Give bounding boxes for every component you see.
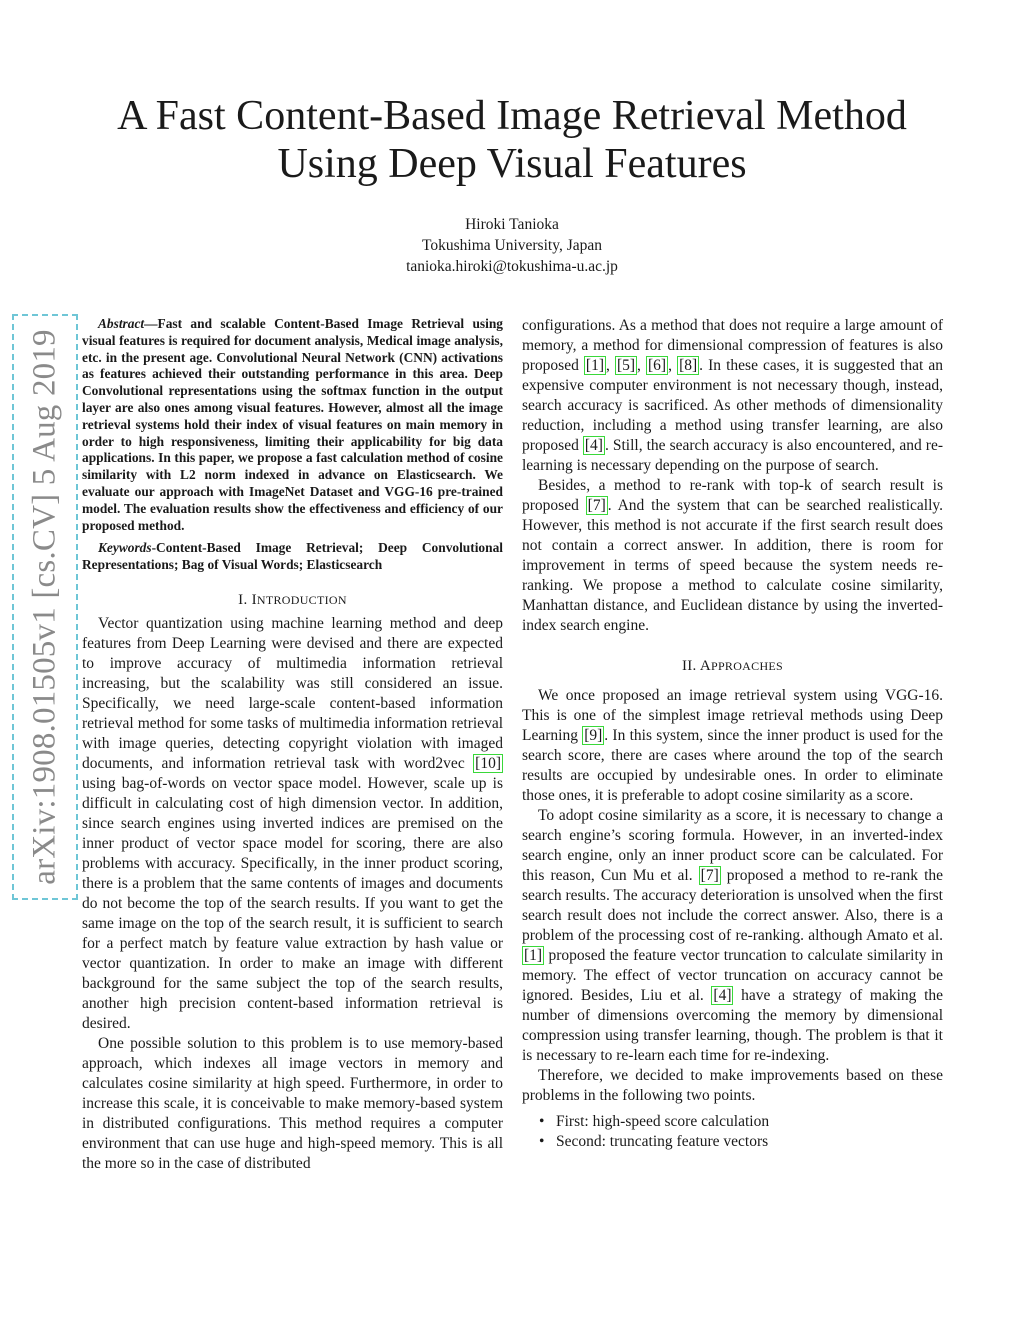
author-email[interactable]: tanioka.hiroki@tokushima-u.ac.jp: [406, 258, 618, 275]
citation-link[interactable]: [9]: [584, 727, 603, 744]
abstract-text: —Fast and scalable Content-Based Image Retrieval using visual features is required for document analysis, Medical image analysis, etc. in the present age. Convolutional Neural Network (CNN) activations as features achieved their outstanding performance in this area. Deep Convolutional representations using the softmax function in the output layer are also ones among visual features. However, almost all the image retrieval systems hold their index of visual features on main memory in order to high responsiveness, limiting their applicability for big data applications. In this paper, we propose a fast calculation method of cosine similarity with L2 norm indexed in advance on Elasticsearch. We evaluate our approach with ImageNet Dataset and VGG-16 pre-trained model. The evaluation results show the effectiveness and efficiency of our proposed method.: [82, 316, 503, 533]
citation-link[interactable]: [1]: [585, 357, 604, 374]
keywords: [82, 540, 503, 574]
keywords-text: -Content-Based Image Retrieval; Deep Convolutional Representations; Bag of Visual Words; Elasticsearch: [82, 540, 503, 573]
section-heading-introduction: I. INTRODUCTION: [238, 591, 347, 608]
citation-link[interactable]: [1]: [524, 947, 543, 964]
citation-link[interactable]: [4]: [584, 437, 603, 454]
intro-paragraph-3: configurations. As a method that does not require a large amount of memory, a method for dimensional compression of features is also proposed [1] , [5] , [6] , [8] . In these cases, it is suggested that an expensive computer environment is not necessary though, instead, search accuracy is sacrificed. As other methods of dimensionality reduction, including a method using transfer learning, are also proposed [4] . Still, the search accuracy is also encountered, and re-learning is necessary depending on the purpose of search.: [522, 317, 944, 474]
citation-link[interactable]: [8]: [679, 357, 698, 374]
list-item: • Second: truncating feature vectors: [556, 1132, 943, 1152]
intro-paragraph-1: Vector quantization using machine learning method and deep features from Deep Learning were devised and there are expected to improve accuracy of multimedia information retrieval increasing, but the scalability was still considered an issue. Specifically, we need large-scale content-based information retrieval method for some tasks of multimedia information retrieval with image queries, detecting copyright violation with imaged documents, and information retrieval task with word2vec [10] using bag-of-words on vector space model. However, scale up is difficult in calculating cost of high dimension vector. In addition, since search engines using inverted indices are premised on the inner product of vector space model for scoring, there are also problems with accuracy. Specifically, in the inner product scoring, there is a problem that the same contents of images and documents do not become the top of the search results. If you want to get the same image on the top of the search result, it is sufficient to search for a perfect match by feature value extraction by hash value or vector quantization. In order to make an image with different background for the same subject the top of the search results, another high precision content-based information retrieval is desired.: [82, 614, 503, 1032]
abstract: [82, 316, 503, 534]
author-name: Hiroki Tanioka: [465, 216, 559, 233]
citation-link[interactable]: [7]: [700, 867, 719, 884]
title-line-1: A Fast Content-Based Image Retrieval Method: [117, 93, 907, 139]
author-affiliation: Tokushima University, Japan: [421, 237, 602, 254]
arxiv-identifier[interactable]: arXiv:1908.01505v1 [cs.CV] 5 Aug 2019: [26, 329, 63, 885]
citation-link[interactable]: [7]: [587, 497, 606, 514]
right-column: [522, 316, 943, 1152]
intro-paragraph-4: Besides, a method to re-rank with top-k of search result is proposed [7] . And the system that can be searched realistically. However, this method is not accurate if the first search result does not contain a correct answer. In addition, there is room for improvement in terms of speed because the system needs re-ranking. We propose a method to calculate cosine similarity, Manhattan distance, and Euclidean distance by using the inverted-index search engine.: [522, 477, 943, 634]
paper-title: [60, 92, 964, 188]
citation-link[interactable]: [10]: [475, 754, 501, 772]
approaches-paragraph-3: Therefore, we decided to make improvements based on these problems in the following two points.: [522, 1067, 943, 1104]
left-column: [82, 316, 503, 1174]
arxiv-sidebar-stamp: [12, 314, 78, 900]
approaches-paragraph-2: To adopt cosine similarity as a score, it is necessary to change a search engine’s scoring formula. However, in an inverted-index search engine, only an inner product score can be calculated. For this reason, Cun Mu et al. [7] proposed a method to re-rank the search results. The accuracy deterioration is unsolved when the first search result does not include the correct answer. Also, there is a problem of the processing cost of re-ranking. although Amato et al. [1] proposed the feature vector truncation to calculate similarity in memory. The effect of vector truncation on accuracy cannot be ignored. Besides, Liu et al. [4] have a strategy of making the number of dimensions overcoming the memory by dimensional compression using transfer learning, though. The problem is that it is necessary to re-learn each time for re-indexing.: [522, 807, 944, 1064]
section-heading-approaches: II. APPROACHES: [681, 658, 784, 674]
citation-link[interactable]: [5]: [616, 357, 636, 374]
list-item: • First: high-speed score calculation: [556, 1112, 943, 1132]
title-line-2: Using Deep Visual Features: [277, 141, 747, 187]
intro-paragraph-2: One possible solution to this problem is to use memory-based approach, which indexes all image vectors in memory and calculates cosine similarity at high speed. Furthermore, in order to increase this scale, it is conceivable to make memory-based system in distributed configurations. This method requires a computer environment that can use huge and high-speed memory. This is all the more so in the case of distributed: [82, 1034, 503, 1172]
approaches-paragraph-1: We once proposed an image retrieval system using VGG-16. This is one of the simplest image retrieval methods using Deep Learning [9] . In this system, since the inner product is used for the search score, there are cases where around the top of the search results are occupied by undesirable ones. In order to eliminate those ones, it is preferable to adopt cosine similarity as a score.: [522, 687, 943, 804]
keywords-label: Keywords: [98, 540, 152, 556]
author-block: [0, 214, 1024, 277]
improvement-points-list: [522, 1112, 943, 1152]
citation-link[interactable]: [4]: [713, 987, 732, 1004]
citation-link[interactable]: [6]: [648, 357, 667, 374]
abstract-label: Abstract: [98, 316, 145, 331]
